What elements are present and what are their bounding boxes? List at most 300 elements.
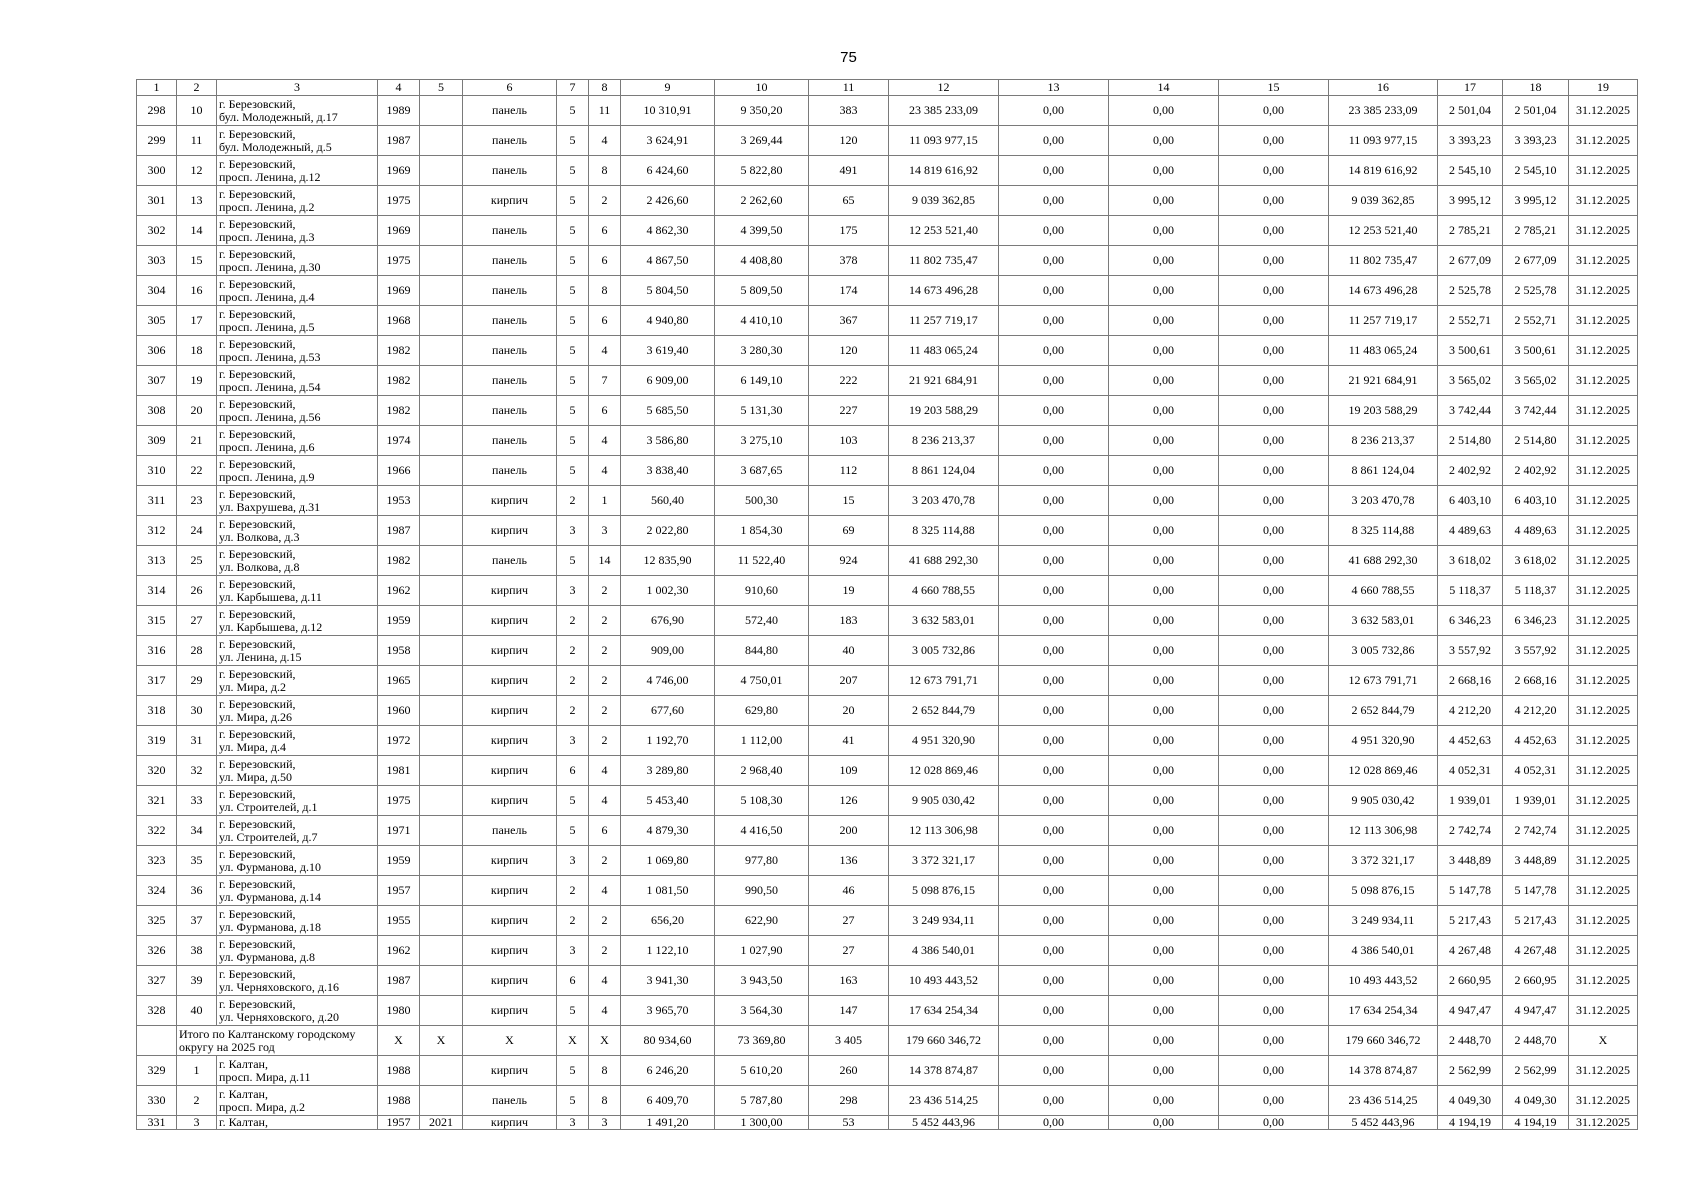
row-number-cell: 321 [137, 786, 177, 816]
row-index-cell: 20 [177, 396, 217, 426]
data-cell: 0,00 [999, 276, 1109, 306]
total-data-cell: 3 405 [809, 1026, 889, 1056]
data-cell: 1953 [378, 486, 420, 516]
data-cell: 0,00 [1109, 756, 1219, 786]
data-cell: 0,00 [999, 846, 1109, 876]
address-cell [217, 216, 378, 246]
data-cell: 4 267,48 [1503, 936, 1569, 966]
data-cell: 4 947,47 [1438, 996, 1503, 1026]
data-cell: 1974 [378, 426, 420, 456]
total-label-cell: Итого по Калтанскому городскому округу на 2025 год [177, 1026, 378, 1056]
data-cell: 560,40 [621, 486, 715, 516]
data-cell: 11 802 735,47 [889, 246, 999, 276]
total-data-cell: X [557, 1026, 589, 1056]
table-row [137, 996, 1638, 1026]
data-cell: 5 [557, 186, 589, 216]
data-cell [420, 1056, 463, 1086]
data-cell: 5 [557, 1086, 589, 1116]
data-cell: 0,00 [999, 576, 1109, 606]
data-cell: 1 081,50 [621, 876, 715, 906]
data-cell: 1965 [378, 666, 420, 696]
data-cell: 65 [809, 186, 889, 216]
address-city: г. Березовский, [219, 696, 296, 711]
data-cell: 5 [557, 816, 589, 846]
row-number-cell: 324 [137, 876, 177, 906]
address-street: просп. Ленина, д.2 [219, 199, 315, 214]
data-cell: 2 545,10 [1438, 156, 1503, 186]
row-number-cell: 329 [137, 1056, 177, 1086]
data-cell: 2 677,09 [1438, 246, 1503, 276]
data-cell: 3 289,80 [621, 756, 715, 786]
data-cell: 126 [809, 786, 889, 816]
data-cell: 0,00 [999, 216, 1109, 246]
address-street: ул. Фурманова, д.14 [219, 889, 321, 904]
data-cell: 31.12.2025 [1569, 306, 1638, 336]
data-cell: 4 386 540,01 [889, 936, 999, 966]
data-cell: 0,00 [1109, 366, 1219, 396]
table-row [137, 456, 1638, 486]
data-cell: 9 350,20 [715, 96, 809, 126]
data-cell: 0,00 [1109, 906, 1219, 936]
row-number-cell: 320 [137, 756, 177, 786]
data-cell: 2 [557, 666, 589, 696]
data-cell: 4 049,30 [1438, 1086, 1503, 1116]
data-cell: 17 634 254,34 [889, 996, 999, 1026]
data-cell: 31.12.2025 [1569, 666, 1638, 696]
data-cell: 0,00 [1109, 276, 1219, 306]
row-index-cell: 24 [177, 516, 217, 546]
data-cell: 21 921 684,91 [1329, 366, 1438, 396]
data-cell: 3 [557, 726, 589, 756]
data-cell: 3 393,23 [1503, 126, 1569, 156]
total-data-cell: X [420, 1026, 463, 1056]
data-cell: 260 [809, 1056, 889, 1086]
data-cell: 4 951 320,90 [1329, 726, 1438, 756]
data-cell: 31.12.2025 [1569, 1056, 1638, 1086]
data-cell: 1959 [378, 606, 420, 636]
data-cell: 924 [809, 546, 889, 576]
row-number-cell: 306 [137, 336, 177, 366]
data-cell: 12 673 791,71 [1329, 666, 1438, 696]
data-cell: 40 [809, 636, 889, 666]
address-cell [217, 696, 378, 726]
data-cell: 27 [809, 906, 889, 936]
data-cell: 31.12.2025 [1569, 636, 1638, 666]
data-cell: 17 634 254,34 [1329, 996, 1438, 1026]
data-cell: 4 489,63 [1503, 516, 1569, 546]
address-street: просп. Ленина, д.56 [219, 409, 321, 424]
data-cell: 0,00 [1109, 486, 1219, 516]
data-cell [420, 336, 463, 366]
data-cell: 5 804,50 [621, 276, 715, 306]
column-header: 13 [999, 80, 1109, 96]
data-cell: 977,80 [715, 846, 809, 876]
data-cell: 31.12.2025 [1569, 816, 1638, 846]
data-cell: 6 [589, 816, 621, 846]
data-cell: панель [463, 546, 557, 576]
data-cell: 2 501,04 [1438, 96, 1503, 126]
row-number-cell: 318 [137, 696, 177, 726]
data-cell: 0,00 [1219, 336, 1329, 366]
data-cell: 163 [809, 966, 889, 996]
data-cell: панель [463, 456, 557, 486]
data-cell: 500,30 [715, 486, 809, 516]
data-cell: 4 052,31 [1503, 756, 1569, 786]
data-cell: панель [463, 336, 557, 366]
data-cell: 11 093 977,15 [1329, 126, 1438, 156]
data-cell [420, 756, 463, 786]
data-cell: 11 522,40 [715, 546, 809, 576]
row-number-cell: 307 [137, 366, 177, 396]
row-number-cell: 328 [137, 996, 177, 1026]
data-cell: 23 385 233,09 [1329, 96, 1438, 126]
column-header: 1 [137, 80, 177, 96]
total-data-cell: 73 369,80 [715, 1026, 809, 1056]
data-cell: 4 [589, 876, 621, 906]
column-header: 15 [1219, 80, 1329, 96]
address-street: просп. Ленина, д.12 [219, 169, 321, 184]
address-street: просп. Ленина, д.30 [219, 259, 321, 274]
data-cell: 3 005 732,86 [889, 636, 999, 666]
data-cell: 3 269,44 [715, 126, 809, 156]
data-cell [420, 396, 463, 426]
data-cell: панель [463, 396, 557, 426]
data-cell: 4 452,63 [1438, 726, 1503, 756]
table-row [137, 546, 1638, 576]
data-cell: 4 386 540,01 [1329, 936, 1438, 966]
address-cell [217, 396, 378, 426]
data-cell: 109 [809, 756, 889, 786]
data-cell: кирпич [463, 966, 557, 996]
data-cell: 4 408,80 [715, 246, 809, 276]
row-index-cell: 25 [177, 546, 217, 576]
row-number-cell: 316 [137, 636, 177, 666]
data-cell: 8 325 114,88 [1329, 516, 1438, 546]
address-city: г. Березовский, [219, 486, 296, 501]
data-cell: 1969 [378, 156, 420, 186]
data-cell: 1 112,00 [715, 726, 809, 756]
data-cell: кирпич [463, 846, 557, 876]
table-row [137, 876, 1638, 906]
row-index-cell: 16 [177, 276, 217, 306]
address-city: г. Березовский, [219, 306, 296, 321]
data-cell: 2 660,95 [1503, 966, 1569, 996]
data-cell: 5 822,80 [715, 156, 809, 186]
data-cell: 3 838,40 [621, 456, 715, 486]
row-index-cell: 17 [177, 306, 217, 336]
address-city: г. Березовский, [219, 216, 296, 231]
data-cell: 31.12.2025 [1569, 336, 1638, 366]
row-number-cell: 322 [137, 816, 177, 846]
data-cell: 4 212,20 [1438, 696, 1503, 726]
data-cell: 2 [589, 936, 621, 966]
data-cell: 6 [589, 216, 621, 246]
row-number-cell: 308 [137, 396, 177, 426]
address-street: ул. Строителей, д.7 [219, 829, 318, 844]
data-cell: 112 [809, 456, 889, 486]
data-cell: 1 122,10 [621, 936, 715, 966]
data-cell: 120 [809, 126, 889, 156]
address-cell [217, 276, 378, 306]
data-cell: 2021 [420, 1116, 463, 1130]
address-cell [217, 1116, 378, 1130]
row-number-cell: 325 [137, 906, 177, 936]
column-header: 9 [621, 80, 715, 96]
data-cell [420, 876, 463, 906]
address-cell [217, 486, 378, 516]
data-cell [420, 786, 463, 816]
data-cell: 378 [809, 246, 889, 276]
row-index-cell: 29 [177, 666, 217, 696]
data-cell: 12 835,90 [621, 546, 715, 576]
row-index-cell: 23 [177, 486, 217, 516]
data-cell: 6 346,23 [1438, 606, 1503, 636]
data-cell: 3 372 321,17 [889, 846, 999, 876]
data-cell: 4 [589, 756, 621, 786]
data-cell: 1975 [378, 246, 420, 276]
data-cell: 31.12.2025 [1569, 396, 1638, 426]
data-cell: панель [463, 366, 557, 396]
row-number-cell: 309 [137, 426, 177, 456]
data-cell: 5 131,30 [715, 396, 809, 426]
data-cell [420, 96, 463, 126]
data-cell: 4 862,30 [621, 216, 715, 246]
data-cell: 3 565,02 [1503, 366, 1569, 396]
table-row [137, 306, 1638, 336]
data-cell: 0,00 [999, 426, 1109, 456]
data-cell: 1989 [378, 96, 420, 126]
column-header: 5 [420, 80, 463, 96]
data-cell: 3 448,89 [1503, 846, 1569, 876]
row-number-cell: 327 [137, 966, 177, 996]
data-cell: 200 [809, 816, 889, 846]
data-cell: 0,00 [1219, 636, 1329, 666]
row-index-cell: 19 [177, 366, 217, 396]
data-cell: 0,00 [1109, 846, 1219, 876]
data-cell: 5 [557, 246, 589, 276]
data-cell: 0,00 [1219, 696, 1329, 726]
data-cell: 1 [589, 486, 621, 516]
data-cell: 2 552,71 [1438, 306, 1503, 336]
data-cell: 0,00 [1219, 426, 1329, 456]
data-cell: 4 940,80 [621, 306, 715, 336]
column-header: 2 [177, 80, 217, 96]
data-cell: 0,00 [1219, 1086, 1329, 1116]
data-cell: кирпич [463, 996, 557, 1026]
data-cell: 2 426,60 [621, 186, 715, 216]
data-cell [420, 156, 463, 186]
data-cell: 3 995,12 [1503, 186, 1569, 216]
address-street: ул. Строителей, д.1 [219, 799, 318, 814]
row-number-cell: 323 [137, 846, 177, 876]
data-cell: 1988 [378, 1056, 420, 1086]
data-cell: 11 802 735,47 [1329, 246, 1438, 276]
data-cell [420, 246, 463, 276]
data-cell: 2 742,74 [1503, 816, 1569, 846]
address-cell [217, 816, 378, 846]
address-city: г. Березовский, [219, 516, 296, 531]
column-header: 3 [217, 80, 378, 96]
data-cell: 31.12.2025 [1569, 876, 1638, 906]
data-cell: 5 [557, 366, 589, 396]
data-cell: 0,00 [999, 696, 1109, 726]
data-cell: 31.12.2025 [1569, 216, 1638, 246]
data-cell: 6 149,10 [715, 366, 809, 396]
data-cell: 0,00 [1109, 396, 1219, 426]
row-index-cell: 10 [177, 96, 217, 126]
data-cell: 1975 [378, 786, 420, 816]
data-cell: 8 861 124,04 [1329, 456, 1438, 486]
row-number-cell [137, 1026, 177, 1056]
table-row [137, 156, 1638, 186]
address-city: г. Березовский, [219, 756, 296, 771]
data-cell: 6 [589, 246, 621, 276]
total-data-cell: 2 448,70 [1438, 1026, 1503, 1056]
address-city: г. Березовский, [219, 156, 296, 171]
data-cell: 1 854,30 [715, 516, 809, 546]
data-cell: кирпич [463, 786, 557, 816]
data-cell: 0,00 [1219, 156, 1329, 186]
data-cell: 1 069,80 [621, 846, 715, 876]
address-street: просп. Ленина, д.5 [219, 319, 315, 334]
data-cell: 1957 [378, 876, 420, 906]
address-street: ул. Карбышева, д.12 [219, 619, 323, 634]
data-cell: 5 108,30 [715, 786, 809, 816]
data-cell: 3 [557, 516, 589, 546]
data-cell: 4 489,63 [1438, 516, 1503, 546]
table-row [137, 396, 1638, 426]
address-city: г. Березовский, [219, 546, 296, 561]
table-row [137, 966, 1638, 996]
table-row [137, 276, 1638, 306]
total-data-cell: 179 660 346,72 [889, 1026, 999, 1056]
data-cell: 0,00 [999, 516, 1109, 546]
total-row [137, 1026, 1638, 1056]
data-cell: 1981 [378, 756, 420, 786]
data-cell: 11 257 719,17 [889, 306, 999, 336]
data-cell: 0,00 [1109, 636, 1219, 666]
address-cell [217, 246, 378, 276]
data-cell: 2 [589, 846, 621, 876]
data-cell: 0,00 [1109, 1116, 1219, 1130]
total-data-cell: 0,00 [1219, 1026, 1329, 1056]
row-number-cell: 326 [137, 936, 177, 966]
data-cell: кирпич [463, 936, 557, 966]
row-index-cell: 21 [177, 426, 217, 456]
data-cell: 0,00 [1219, 96, 1329, 126]
table-row [137, 576, 1638, 606]
row-index-cell: 39 [177, 966, 217, 996]
data-cell: панель [463, 1086, 557, 1116]
address-cell [217, 456, 378, 486]
data-cell: 31.12.2025 [1569, 846, 1638, 876]
data-cell: 6 246,20 [621, 1056, 715, 1086]
data-cell: 2 [589, 186, 621, 216]
table-row [137, 786, 1638, 816]
data-cell: панель [463, 156, 557, 186]
data-cell [420, 366, 463, 396]
data-cell: 5 452 443,96 [889, 1116, 999, 1130]
data-cell: 10 310,91 [621, 96, 715, 126]
address-street: ул. Карбышева, д.11 [219, 589, 322, 604]
column-header: 16 [1329, 80, 1438, 96]
data-cell: 1955 [378, 906, 420, 936]
address-cell [217, 906, 378, 936]
address-street: бул. Молодежный, д.5 [219, 139, 332, 154]
address-cell [217, 996, 378, 1026]
data-cell: 0,00 [1109, 996, 1219, 1026]
address-cell [217, 636, 378, 666]
data-cell: 0,00 [999, 756, 1109, 786]
address-cell [217, 366, 378, 396]
data-cell: 4 660 788,55 [889, 576, 999, 606]
total-data-cell: X [589, 1026, 621, 1056]
data-cell: 6 346,23 [1503, 606, 1569, 636]
row-number-cell: 313 [137, 546, 177, 576]
table-row [137, 666, 1638, 696]
data-cell: 0,00 [1109, 666, 1219, 696]
row-index-cell: 40 [177, 996, 217, 1026]
data-cell: 9 039 362,85 [889, 186, 999, 216]
data-cell: кирпич [463, 876, 557, 906]
data-cell: 1 027,90 [715, 936, 809, 966]
table-row [137, 216, 1638, 246]
data-cell: 5 787,80 [715, 1086, 809, 1116]
data-cell: 3 619,40 [621, 336, 715, 366]
data-cell: кирпич [463, 606, 557, 636]
data-cell: 2 968,40 [715, 756, 809, 786]
data-cell: 23 436 514,25 [889, 1086, 999, 1116]
data-cell: 0,00 [999, 336, 1109, 366]
data-cell: 8 [589, 276, 621, 306]
data-cell: 0,00 [1219, 966, 1329, 996]
address-cell [217, 606, 378, 636]
data-cell: 4 [589, 426, 621, 456]
data-cell: 12 028 869,46 [889, 756, 999, 786]
data-cell: 3 372 321,17 [1329, 846, 1438, 876]
data-cell: 0,00 [1219, 996, 1329, 1026]
data-cell: 5 809,50 [715, 276, 809, 306]
data-cell: 4 947,47 [1503, 996, 1569, 1026]
data-cell: 12 253 521,40 [1329, 216, 1438, 246]
data-cell: 0,00 [999, 306, 1109, 336]
data-cell: 2 562,99 [1438, 1056, 1503, 1086]
data-cell: 46 [809, 876, 889, 906]
address-city: г. Березовский, [219, 606, 296, 621]
data-cell: 3 618,02 [1438, 546, 1503, 576]
data-cell: 2 [557, 486, 589, 516]
data-cell: 0,00 [999, 636, 1109, 666]
data-cell: 3 742,44 [1438, 396, 1503, 426]
data-cell: 2 402,92 [1503, 456, 1569, 486]
data-cell: 31.12.2025 [1569, 726, 1638, 756]
data-cell: 0,00 [999, 786, 1109, 816]
data-cell: 4 212,20 [1503, 696, 1569, 726]
data-cell: 31.12.2025 [1569, 966, 1638, 996]
data-cell: 4 660 788,55 [1329, 576, 1438, 606]
data-cell: 19 [809, 576, 889, 606]
data-cell: 14 819 616,92 [889, 156, 999, 186]
data-cell [420, 726, 463, 756]
data-cell: 3 249 934,11 [1329, 906, 1438, 936]
data-cell: 12 673 791,71 [889, 666, 999, 696]
data-cell: 3 005 732,86 [1329, 636, 1438, 666]
data-cell: 3 [589, 516, 621, 546]
data-cell: 4 416,50 [715, 816, 809, 846]
total-data-cell: X [1569, 1026, 1638, 1056]
row-index-cell: 38 [177, 936, 217, 966]
data-cell: 3 500,61 [1438, 336, 1503, 366]
